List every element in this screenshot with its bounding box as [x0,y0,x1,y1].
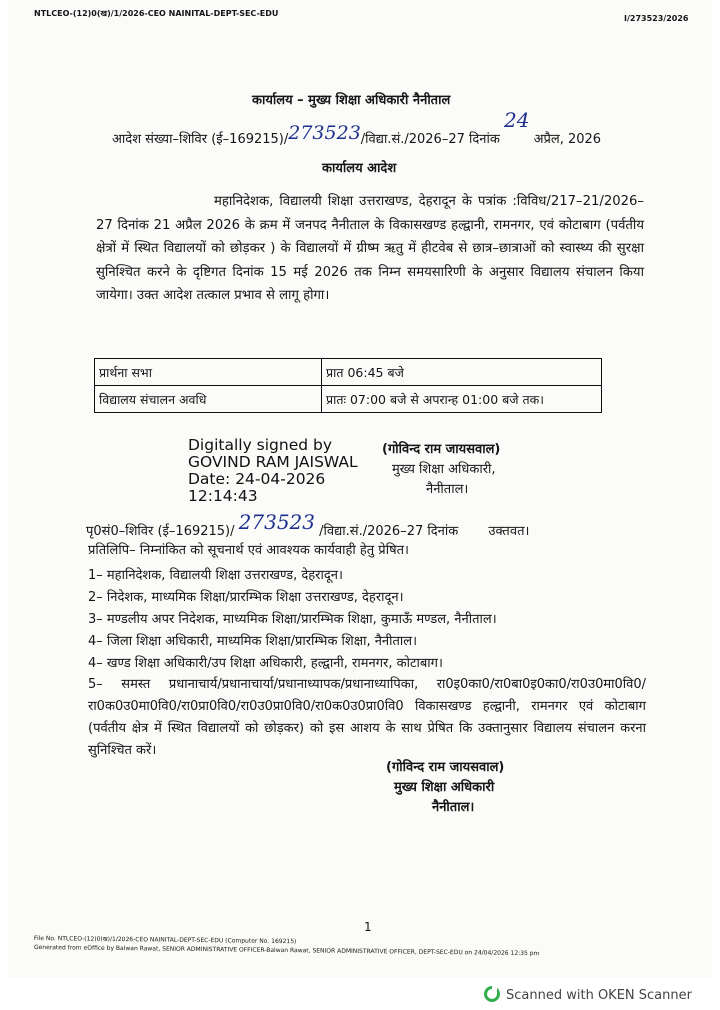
signatory-designation: मुख्य शिक्षा अधिकारी [394,780,495,795]
diary-number: I/273523/2026 [624,14,689,23]
order-body-paragraph: महानिदेशक, विद्यालयी शिक्षा उत्तराखण्ड, देहरादून के पत्रांक :विविध/217–21/2026–27 दिनांक 21 अप्रैल 2026 के क्रम में जनपद नैनीताल के विकासखण्ड हल्द्वानी, रामनगर, एवं कोटाबाग (पर्वतीय क्षेत्रों में स्थित विद्यालयों को छोड़कर ) के विद्यालयों में ग्रीष्म ऋतु में हीटवेब से छात्र–छात्राओं को स्वास्थ्य की सुरक्षा सुनिश्चित करने के दृष्टिगत दिनांक 15 मई 2026 तक निम्न समयसारिणी के अनुसार विद्यालय संचालन किया जायेगा। उक्त आदेश तत्काल प्रभाव से लागू होगा। [96,194,644,303]
page-number: 1 [364,920,372,934]
footer-generated-line: Generated from eOffice by Balwan Rawat, SENIOR ADMINISTRATIVE OFFICER-Balwan Rawat, SENIOR ADMINISTRATIVE OFFICER, DEPT-SEC-EDU on 24/04/2026 12:35 pm [33,944,540,958]
order-number-line [112,108,602,148]
scanner-logo-icon [484,986,500,1002]
schedule-value: प्रातः 07:00 बजे से अपरान्ह 01:00 बजे तक। [322,386,602,413]
list-item: 4– खण्ड शिक्षा अधिकारी/उप शिक्षा अधिकारी, हल्द्वानी, रामनगर, कोटाबाग। [88,656,443,671]
schedule-label: प्रार्थना सभा [95,359,322,386]
signatory-name: (गोविन्द राम जायसवाल) [382,442,501,457]
endorsement-middle: /विद्या.सं./2026–27 दिनांक [319,524,459,539]
scanner-watermark-text: Scanned with OKEN Scanner [506,988,692,1003]
table-row [95,386,602,413]
order-suffix: अप्रैल, 2026 [533,132,602,147]
handwritten-day: 24 [503,108,530,132]
order-heading: कार्यालय आदेश [322,161,397,176]
endorsement-suffix: उक्तवत। [488,524,530,539]
list-item: 5– समस्त प्रधानाचार्य/प्रधानाचार्या/प्रधानाध्यापक/प्रधानाध्यापिका, रा0इ0का0/रा0बा0इ0का0/रा0उ0मा0वि0/रा0क0उ0मा0वि0/रा0प्रा0वि0/रा0उ0प्रा0वि0/रा0क0उ0प्रा0वि0 विकासखण्ड हल्द्वानी, रामनगर एवं कोटाबाग (पर्वतीय क्षेत्र में स्थित विद्यालयों को छोड़कर) को इस आशय के साथ प्रेषित कि उक्तानुसार विद्यालय संचालन करना सुनिश्चित करें। [88,677,646,758]
digital-signature-block [188,437,358,505]
file-reference: NTLCEO-(12)0(ख)/1/2026-CEO NAINITAL-DEPT-SEC-EDU [34,9,279,18]
signatory-bottom [386,758,504,818]
order-prefix: आदेश संख्या–शिविर (ई–169215)/ [112,132,289,147]
list-item: 1– महानिदेशक, विद्यालयी शिक्षा उत्तराखण्ड, देहरादून। [88,568,343,583]
list-item: 2– निदेशक, माध्यमिक शिक्षा/प्रारम्भिक शिक्षा उत्तराखण्ड, देहरादून। [88,590,404,605]
list-item: 4– जिला शिक्षा अधिकारी, माध्यमिक शिक्षा/प्रारम्भिक शिक्षा, नैनीताल। [88,634,418,649]
signature-line: 12:14:43 [188,487,258,505]
signatory-place: नैनीताल। [426,482,469,497]
order-middle: /विद्या.सं./2026–27 दिनांक [360,132,500,147]
footer-file-line: File No. NTLCEO-(12)0(ख)/1/2026-CEO NAINITAL-DEPT-SEC-EDU (Computer No. 169215) [33,934,297,946]
schedule-value: प्रात 06:45 बजे [322,359,602,386]
endorsement-line [86,510,530,540]
signatory-top [382,440,500,500]
schedule-table [94,358,602,413]
scanner-watermark [484,986,692,1003]
handwritten-endorsement-number: 273523 [238,510,315,534]
endorsement-prefix: पृ0सं0–शिविर (ई–169215)/ [86,524,235,539]
signatory-place: नैनीताल। [432,800,475,815]
office-title: कार्यालय – मुख्य शिक्षा अधिकारी नैनीताल [252,93,451,108]
schedule-label: विद्यालय संचालन अवधि [95,386,322,413]
signature-line: Digitally signed by [188,436,333,454]
signature-line: Date: 24-04-2026 [188,470,326,488]
signatory-designation: मुख्य शिक्षा अधिकारी, [392,462,496,477]
copy-intro: प्रतिलिपि– निम्नांकित को सूचनार्थ एवं आवश्यक कार्यवाही हेतु प्रेषित। [88,543,409,558]
document-page [8,0,712,978]
signatory-name: (गोविन्द राम जायसवाल) [386,760,505,775]
table-row [95,359,602,386]
list-item: 3– मण्डलीय अपर निदेशक, माध्यमिक शिक्षा/प्रारम्भिक शिक्षा, कुमाऊँ मण्डल, नैनीताल। [88,612,497,627]
signature-line: GOVIND RAM JAISWAL [188,453,358,471]
handwritten-order-number: 273523 [288,122,361,144]
